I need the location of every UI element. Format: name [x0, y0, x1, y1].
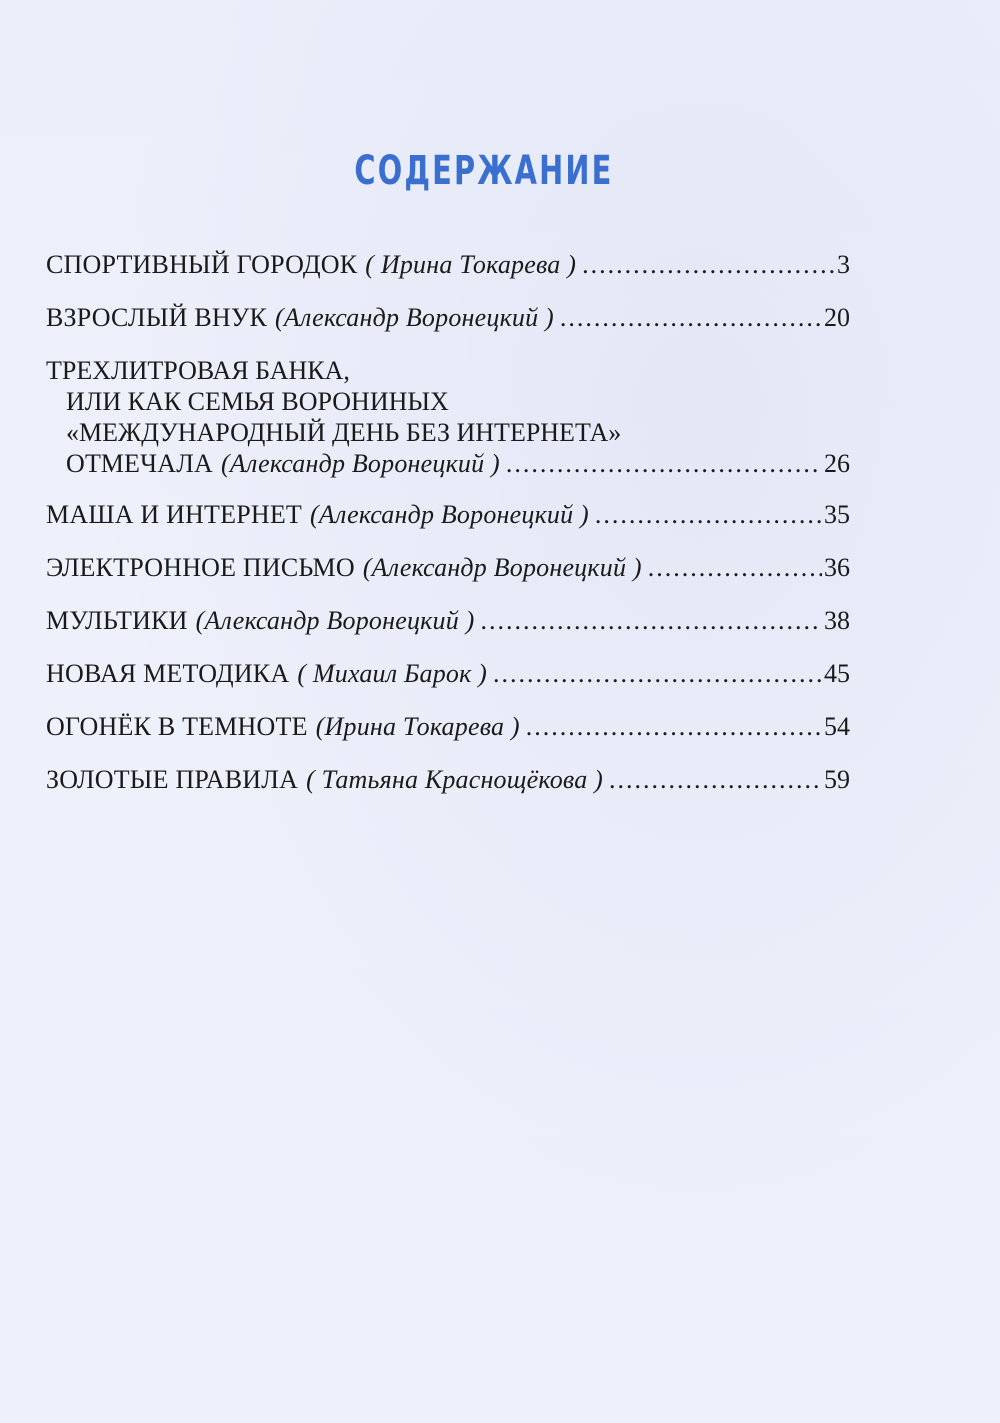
toc-entry-author: (Александр Воронецкий )	[195, 606, 475, 635]
toc-entry[interactable]	[46, 301, 850, 335]
toc-entry-title-line: ИЛИ КАК СЕМЬЯ ВОРОНИНЫХ	[66, 387, 449, 416]
toc-entry-title: СПОРТИВНЫЙ ГОРОДОК	[46, 250, 358, 279]
toc-entry-title: ОТМЕЧАЛА	[66, 449, 213, 478]
toc-entry-author: (Александр Воронецкий )	[310, 500, 589, 529]
toc-entry[interactable]	[46, 604, 850, 638]
page-title: СОДЕРЖАНИЕ	[354, 148, 614, 194]
toc-entry-author: ( Ирина Токарева )	[365, 250, 577, 279]
toc-entry-page: 36	[824, 553, 850, 582]
dot-leader	[609, 763, 822, 797]
dot-leader	[560, 301, 822, 335]
toc-entry-page: 20	[824, 303, 850, 332]
toc-entry[interactable]	[46, 763, 850, 797]
toc-entry-title-line: ТРЕХЛИТРОВАЯ БАНКА,	[46, 356, 350, 385]
dot-leader	[648, 551, 822, 585]
dot-leader	[595, 498, 822, 532]
toc-entry-author: (Александр Воронецкий )	[275, 303, 554, 332]
toc-entry-page: 54	[824, 712, 850, 741]
toc-entry-page: 38	[824, 606, 850, 635]
toc-entry-multiline[interactable]	[46, 355, 850, 479]
table-of-contents	[46, 248, 850, 797]
toc-entry-author: (Александр Воронецкий )	[221, 449, 500, 478]
toc-entry[interactable]	[46, 498, 850, 532]
dot-leader	[582, 248, 835, 282]
toc-entry-title: ОГОНЁК В ТЕМНОТЕ	[46, 712, 308, 741]
toc-entry-author: ( Татьяна Краснощёкова )	[306, 765, 603, 794]
toc-entry[interactable]	[46, 710, 850, 744]
dot-leader	[481, 604, 823, 638]
toc-entry-page: 45	[824, 659, 850, 688]
toc-entry-page: 26	[824, 449, 850, 478]
toc-entry-page: 59	[824, 765, 850, 794]
toc-entry-author: (Ирина Токарева )	[315, 712, 520, 741]
toc-entry[interactable]	[46, 657, 850, 691]
toc-entry-author: ( Михаил Барок )	[297, 659, 488, 688]
toc-entry-title: ЗОЛОТЫЕ ПРАВИЛА	[46, 765, 299, 794]
toc-entry[interactable]	[46, 248, 850, 282]
toc-entry-title: ВЗРОСЛЫЙ ВНУК	[46, 303, 267, 332]
toc-entry-title: МУЛЬТИКИ	[46, 606, 188, 635]
dot-leader	[506, 448, 822, 479]
toc-entry-title: НОВАЯ МЕТОДИКА	[46, 659, 290, 688]
toc-entry-title: ЭЛЕКТРОННОЕ ПИСЬМО	[46, 553, 355, 582]
toc-entry-title: МАША И ИНТЕРНЕТ	[46, 500, 302, 529]
toc-entry-title-line: «МЕЖДУНАРОДНЫЙ ДЕНЬ БЕЗ ИНТЕРНЕТА»	[66, 418, 622, 447]
toc-entry-page: 35	[824, 500, 850, 529]
dot-leader	[493, 657, 822, 691]
toc-entry[interactable]	[46, 551, 850, 585]
dot-leader	[526, 710, 822, 744]
toc-entry-page: 3	[837, 250, 850, 279]
toc-entry-author: (Александр Воронецкий )	[362, 553, 642, 582]
